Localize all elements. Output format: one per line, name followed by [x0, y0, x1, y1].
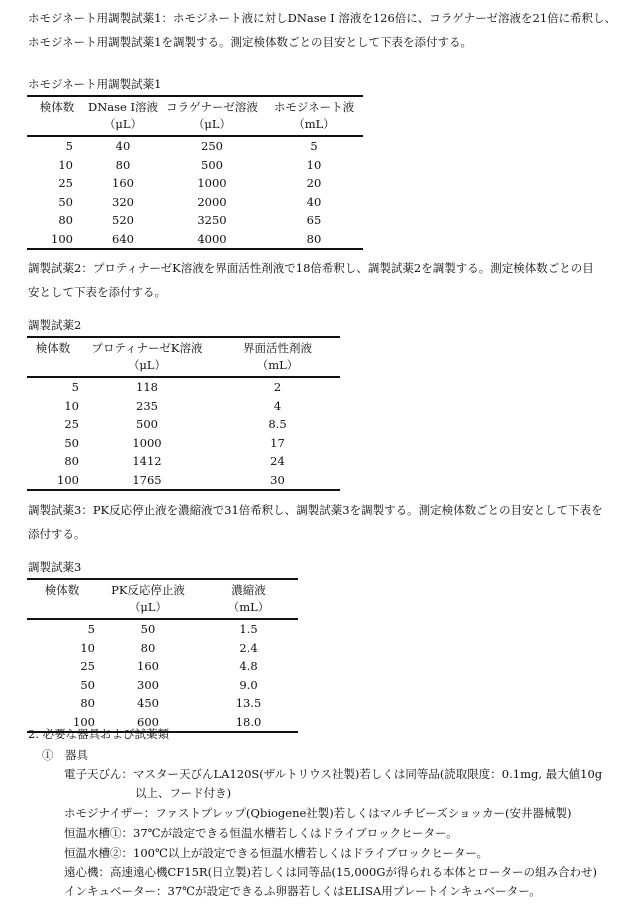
column-header: 界面活性剤液	[243, 341, 312, 355]
column-header: コラゲナーゼ溶液	[166, 100, 258, 114]
table-cell: 4.8	[239, 659, 258, 673]
table-cell: 10	[80, 640, 95, 655]
table-cell: 40	[306, 194, 322, 209]
table-cell: 5	[65, 139, 73, 153]
paragraph-reagent1	[28, 6, 618, 54]
table-cell: 10	[306, 157, 322, 172]
table-cell: 50	[58, 194, 73, 209]
table-row	[27, 377, 340, 397]
table-cell: 50	[64, 435, 79, 450]
table-row	[27, 193, 363, 212]
table-cell: 80	[58, 213, 73, 227]
table-row	[27, 452, 340, 471]
table-cell: 30	[270, 472, 285, 487]
table-cell: 5	[310, 139, 318, 153]
table-cell: 520	[112, 213, 134, 227]
table1-caption: ホモジネート用調製試薬1	[28, 77, 162, 91]
equipment-item: 遠心機：高速遠心機CF15R(日立製)若しくは同等品(15,000Gが得られる本体とローターの組み合わせ)	[64, 865, 597, 879]
table-cell: 235	[136, 398, 158, 413]
table-row	[27, 136, 363, 156]
table-cell: 13.5	[235, 696, 262, 710]
table-cell: 160	[112, 176, 134, 190]
table-cell: 80	[115, 157, 131, 172]
table-cell: 10	[58, 157, 73, 172]
equipment-item: 恒温水槽①：37℃が設定できる恒温水槽若しくはドライブロックヒーター。	[64, 826, 458, 840]
table-reagent1	[27, 95, 363, 250]
table-cell: 640	[112, 231, 134, 246]
table-cell: 160	[137, 659, 159, 673]
table-cell: 20	[306, 176, 322, 190]
table-cell: 50	[140, 622, 156, 636]
table2-caption: 調製試薬2	[28, 318, 82, 332]
column-header: （mL）	[215, 357, 340, 377]
header-row	[27, 116, 363, 136]
column-header: 検体数	[39, 100, 75, 114]
column-header: （μL）	[79, 357, 215, 377]
table-cell: 118	[136, 380, 158, 394]
column-header: （μL）	[87, 116, 159, 136]
header-row	[27, 357, 340, 377]
table-cell: 10	[64, 398, 79, 413]
table-row	[27, 397, 340, 416]
header-row	[27, 579, 298, 599]
column-header: PK反応停止液	[111, 583, 185, 597]
table-cell: 8.5	[268, 417, 287, 431]
table-row	[27, 174, 363, 193]
table-row	[27, 211, 363, 230]
table-cell: 4	[273, 398, 282, 413]
section-heading: 2. 必要な器具および試薬類	[28, 727, 170, 741]
table-cell: 250	[201, 139, 223, 153]
column-header: 濃縮液	[231, 583, 266, 597]
table-cell: 25	[80, 659, 95, 673]
table-row	[27, 434, 340, 453]
subsection-heading: ① 器具	[42, 748, 88, 762]
equipment-item: 電子天びん：マスター天びんLA120S(ザルトリウス社製)若しくは同等品(読取限度：0.1mg, 最大値10g	[64, 767, 603, 781]
equipment-item: 恒温水槽②：100℃以上が設定できる恒温水槽若しくはドライブロックヒーター。	[64, 846, 488, 860]
table-cell: 24	[270, 454, 285, 468]
equipment-item: ホモジナイザー：ファストプレップ(Qbiogene社製)若しくはマルチビーズショッカー(安井器械製)	[64, 806, 572, 820]
text-line: 調製試薬3：PK反応停止液を濃縮液で31倍希釈し、調製試薬3を調製する。測定検体数ごとの目安として下表を	[28, 503, 603, 517]
header-row	[27, 96, 363, 116]
table-cell: 3250	[197, 213, 227, 227]
text-line: ホモジネート用調製試薬1：ホモジネート液に対しDNase I 溶液を126倍に、コラゲナーゼ溶液を21倍に希釈し、	[28, 11, 617, 25]
column-header: （μL）	[159, 116, 265, 136]
table-cell: 17	[270, 435, 285, 450]
column-header	[27, 357, 79, 377]
text-line: 添付する。	[28, 527, 86, 541]
column-header	[27, 116, 87, 136]
column-header: （μL）	[97, 599, 199, 619]
table-row	[27, 415, 340, 434]
table-cell: 2000	[197, 194, 227, 209]
table-row	[27, 639, 298, 658]
table-cell: 1412	[132, 454, 162, 468]
table-cell: 5	[87, 622, 95, 636]
table-cell: 450	[137, 696, 159, 710]
table-cell: 50	[80, 677, 95, 692]
table-cell: 1.5	[239, 622, 258, 636]
table-row	[27, 471, 340, 491]
column-header: DNase I溶液	[87, 100, 159, 114]
table-cell: 100	[57, 472, 79, 487]
table-cell: 100	[73, 714, 95, 729]
header-row	[27, 337, 340, 357]
column-header: ホモジネート液	[273, 100, 355, 114]
table-cell: 600	[137, 714, 159, 729]
column-header: 検体数	[35, 341, 71, 355]
table-reagent3	[27, 578, 298, 733]
equipment-item-continued: 以上、フード付き)	[135, 786, 232, 800]
table-row	[27, 694, 298, 713]
equipment-item: インキュベーター：37℃が設定できるふ卵器若しくはELISA用プレートインキュベーター。	[64, 884, 541, 898]
table-row	[27, 619, 298, 639]
table-reagent2	[27, 336, 340, 491]
table-cell: 100	[51, 231, 73, 246]
paragraph-reagent2	[28, 256, 618, 304]
table-cell: 2.4	[239, 640, 258, 655]
text-line: ホモジネート用調製試薬1を調製する。測定検体数ごとの目安として下表を添付する。	[28, 35, 472, 49]
table-cell: 1000	[132, 435, 162, 450]
table-row	[27, 676, 298, 695]
header-row	[27, 599, 298, 619]
column-header: （mL）	[199, 599, 298, 619]
text-line: 安として下表を添付する。	[28, 285, 166, 299]
table-cell: 4000	[197, 231, 227, 246]
table-cell: 1000	[197, 176, 227, 190]
table-cell: 80	[80, 696, 95, 710]
table-cell: 25	[58, 176, 73, 190]
column-header: 検体数	[44, 583, 80, 597]
table-cell: 80	[64, 454, 79, 468]
table-cell: 80	[140, 640, 156, 655]
table-row	[27, 230, 363, 250]
table-row	[27, 657, 298, 676]
table-cell: 2	[273, 380, 282, 394]
table-row	[27, 156, 363, 175]
table-cell: 18.0	[235, 714, 262, 729]
table-cell: 320	[112, 194, 134, 209]
column-header: （mL）	[265, 116, 363, 136]
table-cell: 25	[64, 417, 79, 431]
table-cell: 9.0	[239, 677, 258, 692]
table-cell: 500	[201, 157, 223, 172]
table-cell: 65	[306, 213, 322, 227]
paragraph-reagent3	[28, 498, 618, 546]
table-cell: 1765	[132, 472, 162, 487]
text-line: 調製試薬2：プロティナーゼK溶液を界面活性剤液で18倍希釈し、調製試薬2を調製する。測定検体数ごとの目	[28, 261, 594, 275]
table-cell: 300	[137, 677, 159, 692]
table-cell: 5	[71, 380, 79, 394]
column-header: プロティナーゼK溶液	[91, 341, 203, 355]
column-header	[27, 599, 97, 619]
table-cell: 80	[306, 231, 322, 246]
table3-caption: 調製試薬3	[28, 560, 82, 574]
table-cell: 40	[115, 139, 131, 153]
table-cell: 500	[136, 417, 158, 431]
